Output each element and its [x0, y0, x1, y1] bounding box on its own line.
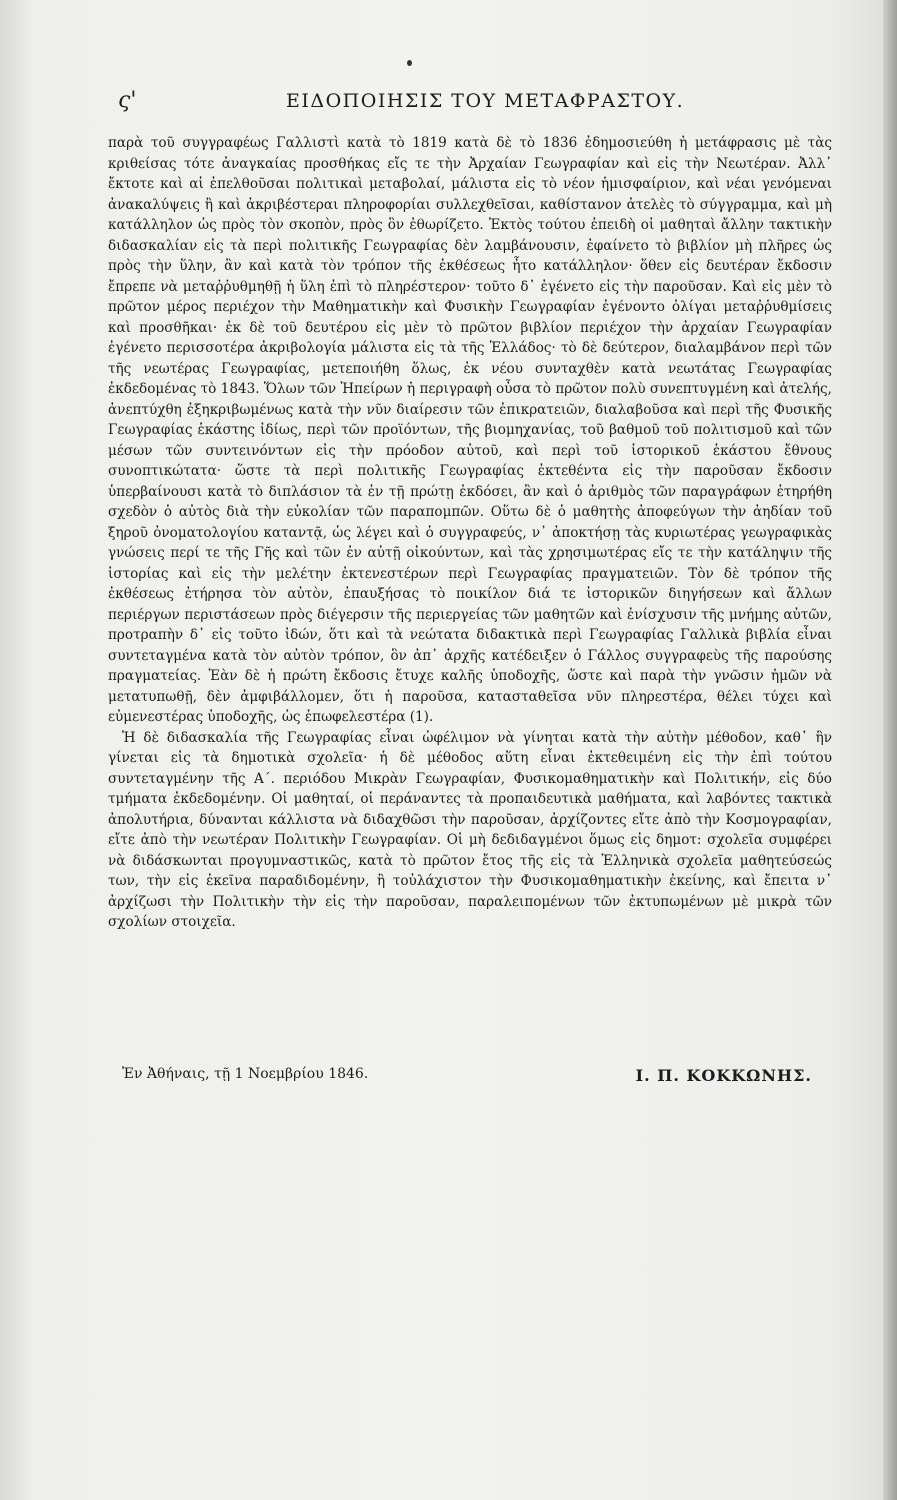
page-header — [118, 88, 823, 116]
page-number: ς' — [118, 88, 137, 113]
paragraph-1-text: παρὰ τοῦ συγγραφέως Γαλλιστὶ κατὰ τὸ 1819 κατὰ δὲ τὸ 1836 ἐδημοσιεύθη ἡ μετάφρασις μὲ τὰς κριθείσας τότε ἀναγκαίας προσθήκας εἴς τε τὴν Ἀρχαίαν Γεωγραφίαν καὶ εἰς τὴν Νεωτέραν. Ἀλλ᾽ ἔκτοτε καὶ αἱ ἐπελθοῦσαι πολιτικαὶ μεταβολαί, μάλιστα εἰς τὸ νέον ἡμισφαίριον, καὶ νέαι γενόμεναι ἀνακαλύψεις ἢ καὶ ἀκριβέστεραι πληροφορίαι συλλεχθεῖσαι, καθίστανον ἀτελὲς τὸ σύγγραμμα, καὶ μὴ κατάλληλον ὡς πρὸς τὸν σκοπὸν, πρὸς ὃν ἐθωρίζετο. Ἐκτὸς τούτου ἐπειδὴ οἱ μαθηταὶ ἄλλην τακτικὴν διδασκαλίαν εἰς τὰ περὶ πολιτικῆς Γεωγραφίας δὲν λαμβάνουσιν, ἐφαίνετο τὸ βιβλίον μὴ πλῆρες ὡς πρὸς τὴν ὕλην, ἂν καὶ κατὰ τὸν τρόπον τῆς ἐκθέσεως ἦτο κατάλληλον· ὅθεν εἰς δευτέραν ἔκδοσιν ἔπρεπε νὰ μεταῤῥυθμηθῇ ἡ ὕλη ἐπὶ τὸ πληρέστερον· τοῦτο δ᾽ ἐγένετο εἰς τὴν παροῦσαν. Καὶ εἰς μὲν τὸ πρῶτον μέρος περιέχον τὴν Μαθηματικὴν καὶ Φυσικὴν Γεωγραφίαν ἐγένοντο ὀλίγαι μεταῤῥυθμίσεις καὶ προσθῆκαι· ἐκ δὲ τοῦ δευτέρου εἰς μὲν τὸ πρῶτον βιβλίον περιέχον τὴν ἀρχαίαν Γεωγραφίαν ἐγένετο περισσοτέρα ἀκριβολογία μάλιστα εἰς τὰ τῆς Ἑλλάδος· τὸ δὲ δεύτερον, διαλαμβάνον περὶ τῶν τῆς νεωτέρας Γεωγραφίας, μετεποιήθη ὅλως, ἐκ νέου συνταχθὲν κατὰ νεωτάτας Γεωγραφίας ἐκδεδομένας τὸ 1843. Ὅλων τῶν Ἠπείρων ἡ περιγραφὴ οὖσα τὸ πρῶτον πολὺ συνεπτυγμένη καὶ ἀτελής, ἀνεπτύχθη ἐξηκριβωμένως κατὰ τὴν νῦν διαίρεσιν τῶν ἐπικρατειῶν, διαλαβοῦσα καὶ περὶ τῆς Φυσικῆς Γεωγραφίας ἑκάστης ἰδίως, περὶ τῶν προϊόντων, τῆς βιομηχανίας, τοῦ βαθμοῦ τοῦ πολιτισμοῦ καὶ τῶν μέσων τῶν συντεινόντων εἰς τὴν πρόοδον αὐτοῦ, καὶ περὶ τοῦ ἱστορικοῦ ἑκάστου ἔθνους συνοπτικώτατα· ὥστε τὰ περὶ πολιτικῆς Γεωγραφίας ἐκτεθέντα εἰς τὴν παροῦσαν ἔκδοσιν ὑπερβαίνουσι κατὰ τὸ διπλάσιον τὰ ἐν τῇ πρώτῃ ἐκδόσει, ἂν καὶ ὁ ἀριθμὸς τῶν παραγράφων ἐτηρήθη σχεδὸν ὁ αὐτὸς διὰ τὴν εὐκολίαν τῶν παραπομπῶν. Οὕτω δὲ ὁ μαθητὴς ἀποφεύγων τὴν ἀηδίαν τοῦ ξηροῦ ὀνοματολογίου καταντᾷ, ὡς λέγει καὶ ὁ συγγραφεύς, ν᾽ ἀποκτήσῃ τὰς κυριωτέρας γεωγραφικὰς γνώσεις περί τε τῆς Γῆς καὶ τῶν ἐν αὐτῇ οἰκούντων, καὶ τὰς χρησιμωτέρας εἴς τε τὴν κατάληψιν τῆς ἱστορίας καὶ εἰς τὴν μελέτην ἐκτενεστέρων περὶ Γεωγραφίας πραγματειῶν. Τὸν δὲ τρόπον τῆς ἐκθέσεως ἐτήρησα τὸν αὐτὸν, ἐπαυξήσας τὸ ποικίλον διά τε ἱστορικῶν διηγήσεων καὶ ἄλλων περιέργων περιστάσεων πρὸς διέγερσιν τῆς περιεργείας τῶν μαθητῶν καὶ ἐνίσχυσιν τῆς μνήμης αὐτῶν, προτραπὴν δ᾽ εἰς τοῦτο ἰδών, ὅτι καὶ τὰ νεώτατα διδακτικὰ περὶ Γεωγραφίας Γαλλικὰ βιβλία εἶναι συντεταγμένα κατὰ τὸν αὐτὸν τρόπον, ὃν ἀπ᾽ ἀρχῆς κατέδειξεν ὁ Γάλλος συγγραφεὺς τῆς παρούσης πραγματείας. Ἐὰν δὲ ἡ πρώτη ἔκδοσις ἔτυχε καλῆς ὑποδοχῆς, ὥστε καὶ παρὰ τὴν γνῶσιν ἡμῶν νὰ μετατυπωθῇ, δὲν ἀμφιβάλλομεν, ὅτι ἡ παροῦσα, κατασταθεῖσα νῦν πληρεστέρα, θέλει τύχει καὶ εὐμενεστέρας ὑποδοχῆς, ὡς ἐπωφελεστέρα — [108, 135, 832, 725]
ink-dot — [407, 60, 412, 66]
footnote-mark: (1) — [409, 709, 429, 725]
body-text — [108, 133, 832, 933]
paragraph-1 — [108, 133, 832, 728]
page-edge-shadow — [883, 0, 897, 1500]
paragraph-2 — [108, 728, 832, 933]
signature-line — [122, 1066, 812, 1092]
paragraph-1-end: . — [428, 709, 434, 725]
place-date: Ἐν Ἀθήναις, τῇ 1 Νοεμβρίου 1846. — [122, 1066, 369, 1082]
running-title: ΕΙΔΟΠΟΙΗΣΙΣ ΤΟΥ ΜΕΤΑΦΡΑΣΤΟΥ. — [286, 90, 685, 112]
paragraph-2-text: Ἡ δὲ διδασκαλία τῆς Γεωγραφίας εἶναι ὠφέλιμον νὰ γίνηται κατὰ τὴν αὐτὴν μέθοδον, καθ᾽ ἣν γίνεται εἰς τὰ δημοτικὰ σχολεῖα· ἡ δὲ μέθοδος αὕτη εἶναι ἐκτεθειμένη εἰς τὴν ἐπὶ τούτου συντεταγμένην τῆς Α΄. περιόδου Μικρὰν Γεωγραφίαν, Φυσικομαθηματικὴν καὶ Πολιτικήν, εἰς δύο τμήματα ἐκδεδομένην. Οἱ μαθηταί, οἱ περάναντες τὰ προπαιδευτικὰ μαθήματα, καὶ λαβόντες τακτικὰ ἀπολυτήρια, δύνανται κάλλιστα νὰ διδαχθῶσι τὴν παροῦσαν, ἀρχίζοντες εἴτε ἀπὸ τὴν Κοσμογραφίαν, εἴτε ἀπὸ τὴν νεωτέραν Πολιτικὴν Γεωγραφίαν. Οἱ μὴ δεδιδαγμένοι ὅμως εἰς δημοτ: σχολεῖα συμφέρει νὰ διδάσκωνται προγυμναστικῶς, κατὰ τὸ πρῶτον ἔτος τῆς εἰς τὰ Ἑλληνικὰ σχολεῖα μαθητεύσεώς των, τὴν εἰς ἐκεῖνα παραδιδομένην, ἢ τοὐλάχιστον τὴν Φυσικομαθηματικὴν ἐκείνης, καὶ ἔπειτα ν᾽ ἀρχίζωσι τὴν Πολιτικὴν τὴν εἰς τὴν παροῦσαν, παραλειπομένων τῶν ἐκτυπωμένων μὲ μικρὰ τῶν σχολίων στοιχεῖα. — [108, 729, 832, 930]
signatory: Ι. Π. ΚΟΚΚΩΝΗΣ. — [635, 1066, 812, 1085]
footnote-reference — [410, 709, 429, 725]
